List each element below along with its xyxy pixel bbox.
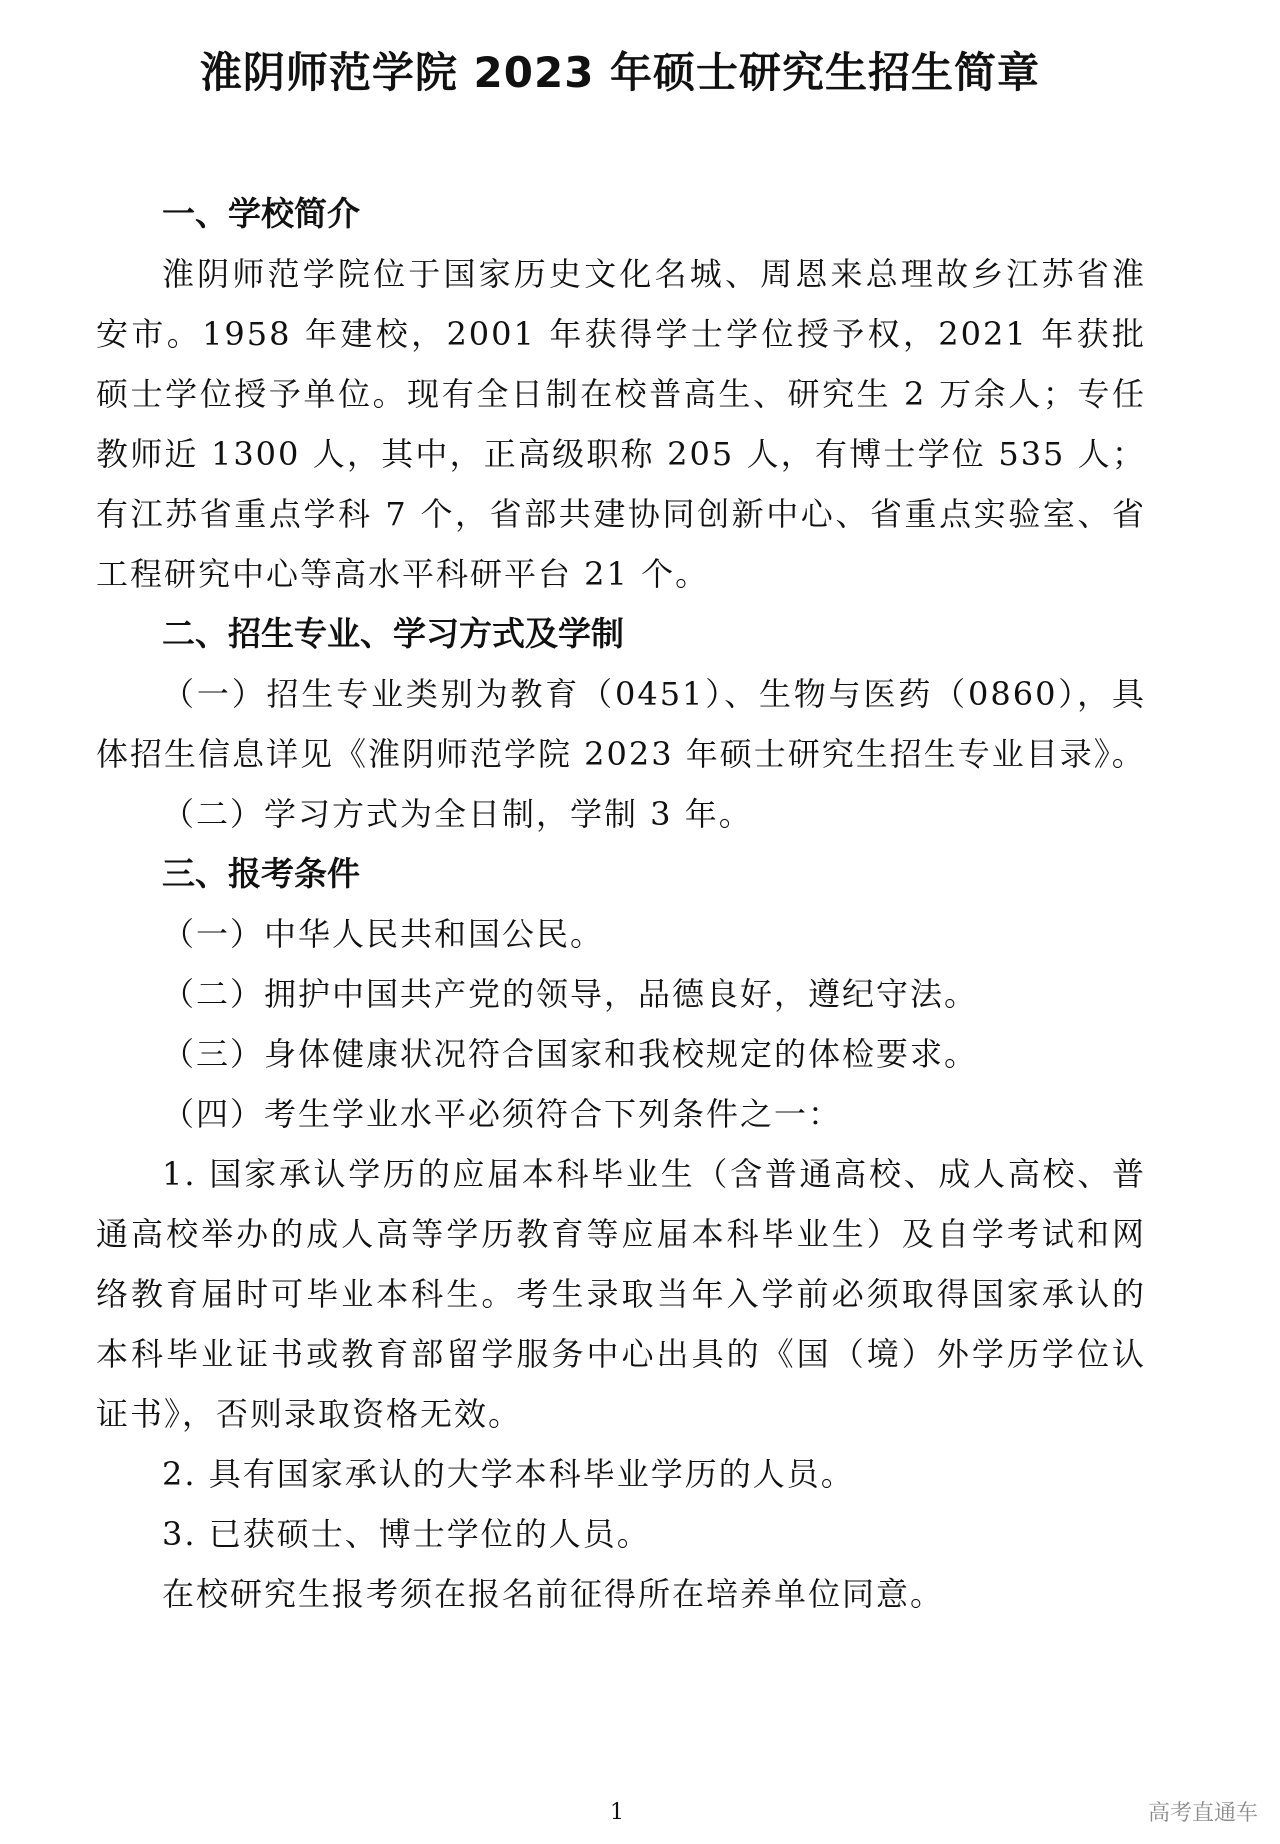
- paragraph-majors-2: （二）学习方式为全日制，学制 3 年。: [162, 795, 753, 833]
- paragraph-condition-3: 3. 已获硕士、博士学位的人员。: [162, 1515, 651, 1553]
- section-heading-school-intro: 一、学校简介: [162, 194, 360, 233]
- paragraph-condition-2: 2. 具有国家承认的大学本科毕业学历的人员。: [162, 1455, 855, 1493]
- document-title: 淮阴师范学院 2023 年硕士研究生招生简章: [199, 48, 1041, 97]
- paragraph-condition-1: 1. 国家承认学历的应届本科毕业生（含普通高校、成人高校、普通高校举办的成人高等学历教育等应届本科毕业生）及自学考试和网络教育届时可毕业本科生。考生录取当年入学前必须取得国家承认的本科毕业证书或教育部留学服务中心出具的《国（境）外学历学位认证书》，否则录取资格无效。: [96, 1155, 1146, 1433]
- section-heading-requirements: 三、报考条件: [162, 854, 360, 893]
- paragraph-requirement-1: （一）中华人民共和国公民。: [162, 915, 605, 953]
- watermark-text: 高考直通车: [1147, 1801, 1258, 1826]
- section-heading-majors: 二、招生专业、学习方式及学制: [162, 614, 624, 653]
- paragraph-majors-1: （一）招生专业类别为教育（0451）、生物与医药（0860），具体招生信息详见《淮阴师范学院 2023 年硕士研究生招生专业目录》。: [96, 675, 1146, 773]
- page-number: 1: [610, 1800, 624, 1825]
- paragraph-requirement-4: （四）考生学业水平必须符合下列条件之一：: [162, 1095, 843, 1133]
- document-body: [96, 184, 1146, 1624]
- paragraph-school-intro: 淮阴师范学院位于国家历史文化名城、周恩来总理故乡江苏省淮安市。1958 年建校，2001 年获得学士学位授予权，2021 年获批硕士学位授予单位。现有全日制在校普高生、研究生 2 万余人；专任教师近 1300 人，其中，正高级职称 205 人，有博士学位 535 人；有江苏省重点学科 7 个，省部共建协同创新中心、省重点实验室、省工程研究中心等高水平科研平台 21 个。: [96, 255, 1146, 593]
- paragraph-note: 在校研究生报考须在报名前征得所在培养单位同意。: [162, 1575, 945, 1613]
- paragraph-requirement-3: （三）身体健康状况符合国家和我校规定的体检要求。: [162, 1035, 979, 1073]
- paragraph-requirement-2: （二）拥护中国共产党的领导，品德良好，遵纪守法。: [162, 975, 979, 1013]
